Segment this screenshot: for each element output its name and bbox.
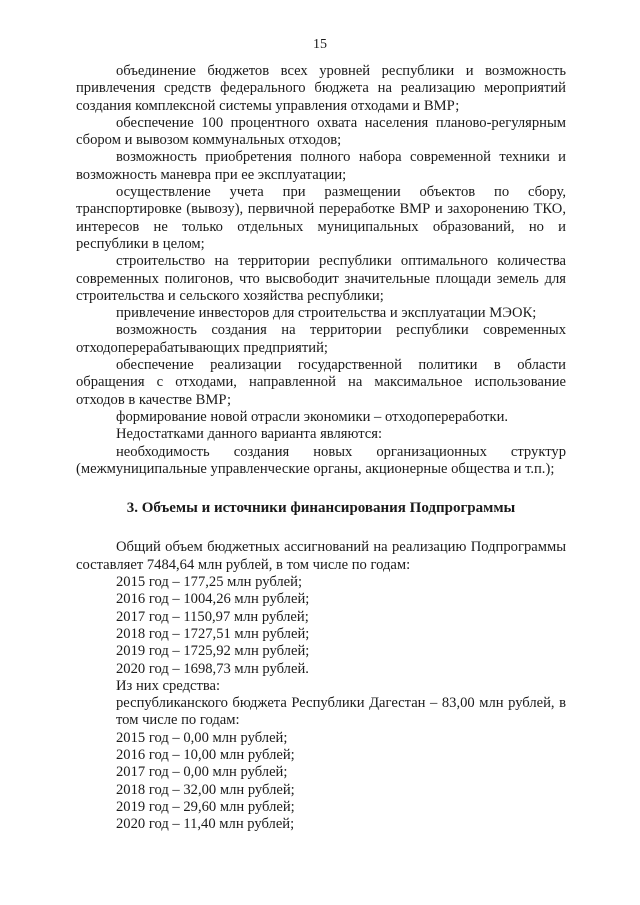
republic-year-line: 2020 год – 11,40 млн рублей;: [116, 816, 295, 833]
total-year-line: 2019 год – 1725,92 млн рублей;: [116, 643, 310, 660]
republic-year-line: 2016 год – 10,00 млн рублей;: [116, 746, 295, 763]
paragraph-advantage: формирование новой отрасли экономики – отходопереработки.: [116, 408, 509, 425]
total-year-line: 2016 год – 1004,26 млн рублей;: [116, 591, 310, 608]
paragraph-advantage: возможность приобретения полного набора современной техники и возможность маневра при ее эксплуатации;: [76, 149, 566, 183]
paragraph-advantage: обеспечение 100 процентного охвата населения планово-регулярным сбором и вывозом коммунальных отходов;: [76, 114, 566, 149]
republic-year-line: 2018 год – 32,00 млн рублей;: [116, 781, 295, 798]
paragraph-total-financing: Общий объем бюджетных ассигнований на реализацию Подпрограммы составляет 7484,64 млн рублей, в том числе по годам:: [76, 539, 566, 573]
paragraph-republic-budget: республиканского бюджета Республики Дагестан – 83,00 млн рублей, в том числе по годам:: [116, 695, 566, 729]
total-year-line: 2015 год – 177,25 млн рублей;: [116, 574, 303, 591]
paragraph-advantage: объединение бюджетов всех уровней республики и возможность привлечения средств федерального бюджета на реализацию мероприятий создания комплексной системы управления отходами и ВМР;: [76, 63, 566, 114]
paragraph-advantage: привлечение инвесторов для строительства и эксплуатации МЭОК;: [116, 305, 537, 322]
total-year-line: 2018 год – 1727,51 млн рублей;: [116, 625, 310, 642]
republic-year-line: 2019 год – 29,60 млн рублей;: [116, 798, 295, 815]
section-heading: 3. Объемы и источники финансирования Подпрограммы: [126, 500, 516, 517]
of-which-label: Из них средства:: [116, 677, 221, 694]
republic-year-line: 2015 год – 0,00 млн рублей;: [116, 729, 288, 746]
paragraph-disadvantage: необходимость создания новых организационных структур (межмуниципальные управленческие органы, акционерные общества и т.п.);: [76, 443, 566, 477]
total-year-line: 2017 год – 1150,97 млн рублей;: [116, 608, 309, 625]
page-number: 15: [313, 37, 327, 52]
total-year-line: 2020 год – 1698,73 млн рублей.: [116, 660, 309, 677]
paragraph-advantage: возможность создания на территории республики современных отходоперерабатывающих предприятий;: [76, 322, 566, 356]
paragraph-disadvantages-intro: Недостатками данного варианта являются:: [116, 426, 383, 443]
republic-year-line: 2017 год – 0,00 млн рублей;: [116, 764, 288, 781]
paragraph-advantage: осуществление учета при размещении объектов по сбору, транспортировке (вывозу), первичной переработке ВМР и захоронению ТКО, интересов не только отдельных муниципальных образований, но и республики в целом;: [76, 184, 566, 252]
document-body: [76, 63, 566, 833]
paragraph-advantage: строительство на территории республики оптимального количества современных полигонов, что высвободит значительные площади земель для строительства и сельского хозяйства республики;: [76, 253, 566, 304]
paragraph-advantage: обеспечение реализации государственной политики в области обращения с отходами, направленной на максимальное использование отходов в качестве ВМР;: [76, 357, 566, 408]
